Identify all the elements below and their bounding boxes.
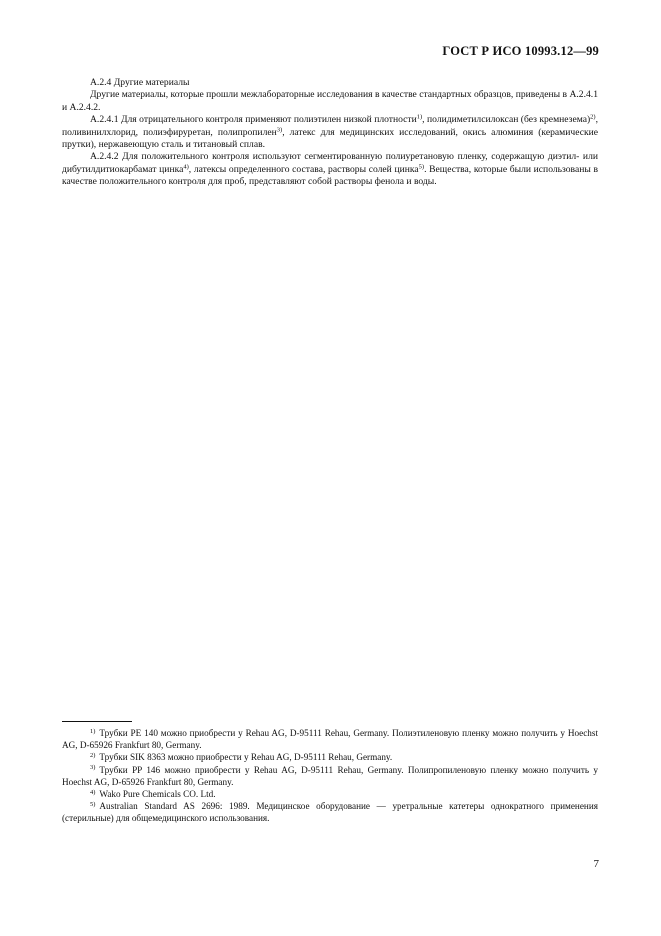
footnote bbox=[62, 727, 598, 751]
footnote bbox=[62, 764, 598, 788]
footnotes bbox=[62, 727, 598, 825]
footnote bbox=[62, 751, 598, 763]
footnote-mark: 3) bbox=[90, 764, 96, 772]
footnote-mark: 5) bbox=[90, 800, 96, 808]
section-number: A.2.4 bbox=[90, 77, 112, 88]
footnote-ref: 5) bbox=[418, 163, 425, 171]
page-number: 7 bbox=[593, 858, 599, 870]
footnote-separator bbox=[62, 721, 132, 722]
paragraph-text: , латекс для медицинских исследований, окись алюминия (керамические прутки), нержавеющую сталь и титановый сплав. bbox=[62, 126, 599, 151]
section-heading bbox=[62, 77, 598, 89]
footnote-mark: 1) bbox=[90, 727, 96, 735]
paragraph-text: Для отрицательного контроля применяют полиэтилен низкой плотности bbox=[120, 114, 417, 126]
footnote-ref: 1) bbox=[416, 113, 423, 121]
paragraph-text: Для положительного контроля используют сегментированную полиуретановую пленку, содержащую диэтил- или дибутилдитиокарбамат цинка bbox=[62, 151, 598, 175]
footnote-text: Трубки SIK 8363 можно приобрести у Rehau AG, D-95111 Rehau, Germany. bbox=[99, 752, 393, 763]
footnote-mark: 2) bbox=[90, 751, 96, 759]
paragraph-text: , латексы определенного состава, растворы солей цинка bbox=[188, 163, 419, 175]
paragraph-text: , полидиметилсилоксан (без кремнезема) bbox=[422, 114, 591, 126]
paragraph-text: . Вещества, которые были использованы в качестве положительного контроля для проб, представляют собой растворы фенола и воды. bbox=[62, 163, 598, 188]
footnote-text: Wako Pure Chemicals CO. Ltd. bbox=[99, 789, 216, 800]
section-intro: Другие материалы, которые прошли межлабораторные исследования в качестве стандартных образцов, приведены в А.2.4.1 и А.2.4.2. bbox=[62, 89, 598, 113]
paragraph-a242 bbox=[62, 151, 598, 188]
footnote-ref: 4) bbox=[183, 163, 189, 171]
footnote-mark: 4) bbox=[90, 788, 96, 796]
section-title: Другие материалы bbox=[113, 77, 190, 88]
footnote-text: Трубки PP 146 можно приобрести у Rehau AG, D-95111 Rehau, Germany. Полипропиленовую пленку можно получить у Hoechst AG, D-65926 Frankfurt 80, Germany. bbox=[62, 764, 598, 787]
footnote-ref: 2) bbox=[590, 113, 596, 121]
footnote-text: Трубки PE 140 можно приобрести у Rehau AG, D-95111 Rehau, Germany. Полиэтиленовую пленку можно получить у Hoechst AG, D-65926 Frankfurt 80, Germany. bbox=[62, 728, 598, 751]
paragraph-number: А.2.4.1 bbox=[90, 114, 119, 126]
footnote bbox=[62, 800, 598, 824]
main-text bbox=[62, 77, 598, 189]
footnote bbox=[62, 788, 598, 800]
paragraph-number: А.2.4.2 bbox=[90, 151, 119, 163]
footnote-text: Australian Standard AS 2696: 1989. Медицинское оборудование — уретральные катетеры однократного применения (стерильные) для общемедицинского использования. bbox=[62, 801, 598, 824]
document-header: ГОСТ Р ИСО 10993.12—99 bbox=[442, 44, 599, 58]
footnote-ref: 3) bbox=[276, 126, 283, 134]
paragraph-a241 bbox=[62, 114, 598, 151]
paragraph-text: , поливинилхлорид, полиэфируретан, полипропилен bbox=[62, 114, 598, 138]
